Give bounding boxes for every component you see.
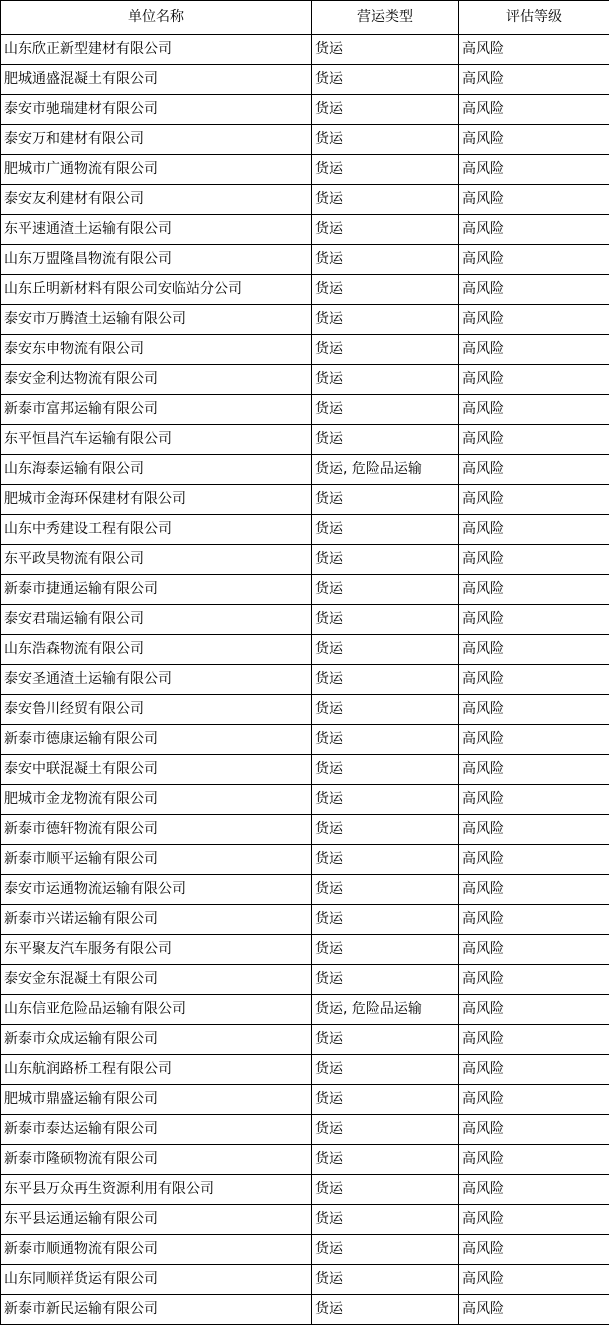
table-row <box>1 1055 609 1085</box>
cell-company-name: 泰安东申物流有限公司 <box>1 335 312 365</box>
cell-operation-type: 货运 <box>312 425 459 455</box>
cell-company-name: 东平恒昌汽车运输有限公司 <box>1 425 312 455</box>
cell-operation-type: 货运 <box>312 1235 459 1265</box>
cell-operation-type: 货运, 危险品运输 <box>312 455 459 485</box>
cell-risk-level: 高风险 <box>459 65 609 95</box>
cell-risk-level: 高风险 <box>459 275 609 305</box>
cell-risk-level: 高风险 <box>459 785 609 815</box>
cell-risk-level: 高风险 <box>459 395 609 425</box>
cell-operation-type: 货运 <box>312 185 459 215</box>
cell-operation-type: 货运 <box>312 1295 459 1325</box>
cell-risk-level: 高风险 <box>459 965 609 995</box>
cell-operation-type: 货运 <box>312 875 459 905</box>
cell-company-name: 肥城市金海环保建材有限公司 <box>1 485 312 515</box>
cell-company-name: 东平速通渣土运输有限公司 <box>1 215 312 245</box>
table-row <box>1 755 609 785</box>
cell-risk-level: 高风险 <box>459 1055 609 1085</box>
cell-operation-type: 货运 <box>312 965 459 995</box>
cell-company-name: 肥城市广通物流有限公司 <box>1 155 312 185</box>
table-row <box>1 1145 609 1175</box>
cell-company-name: 山东万盟隆昌物流有限公司 <box>1 245 312 275</box>
cell-company-name: 泰安君瑞运输有限公司 <box>1 605 312 635</box>
cell-company-name: 东平县运通运输有限公司 <box>1 1205 312 1235</box>
cell-risk-level: 高风险 <box>459 305 609 335</box>
table-row <box>1 605 609 635</box>
cell-risk-level: 高风险 <box>459 155 609 185</box>
cell-operation-type: 货运 <box>312 395 459 425</box>
header-operation-type: 营运类型 <box>312 1 459 35</box>
table-row <box>1 245 609 275</box>
cell-company-name: 泰安友利建材有限公司 <box>1 185 312 215</box>
table-row <box>1 485 609 515</box>
cell-operation-type: 货运 <box>312 845 459 875</box>
table-header-row <box>1 1 609 35</box>
cell-risk-level: 高风险 <box>459 1205 609 1235</box>
cell-company-name: 新泰市新民运输有限公司 <box>1 1295 312 1325</box>
cell-operation-type: 货运 <box>312 515 459 545</box>
cell-operation-type: 货运 <box>312 725 459 755</box>
header-company-name: 单位名称 <box>1 1 312 35</box>
cell-risk-level: 高风险 <box>459 515 609 545</box>
cell-operation-type: 货运 <box>312 95 459 125</box>
cell-risk-level: 高风险 <box>459 815 609 845</box>
cell-operation-type: 货运 <box>312 485 459 515</box>
cell-operation-type: 货运 <box>312 365 459 395</box>
cell-company-name: 肥城市金龙物流有限公司 <box>1 785 312 815</box>
cell-company-name: 东平聚友汽车服务有限公司 <box>1 935 312 965</box>
cell-operation-type: 货运 <box>312 545 459 575</box>
cell-operation-type: 货运 <box>312 785 459 815</box>
cell-operation-type: 货运 <box>312 1085 459 1115</box>
cell-risk-level: 高风险 <box>459 1115 609 1145</box>
table-row <box>1 395 609 425</box>
cell-risk-level: 高风险 <box>459 725 609 755</box>
cell-company-name: 泰安圣通渣土运输有限公司 <box>1 665 312 695</box>
cell-company-name: 山东中秀建设工程有限公司 <box>1 515 312 545</box>
cell-company-name: 泰安市万腾渣土运输有限公司 <box>1 305 312 335</box>
cell-risk-level: 高风险 <box>459 485 609 515</box>
cell-operation-type: 货运 <box>312 575 459 605</box>
cell-risk-level: 高风险 <box>459 575 609 605</box>
table-row <box>1 155 609 185</box>
table-row <box>1 335 609 365</box>
cell-operation-type: 货运 <box>312 155 459 185</box>
cell-risk-level: 高风险 <box>459 1235 609 1265</box>
cell-company-name: 山东欣正新型建材有限公司 <box>1 35 312 65</box>
cell-risk-level: 高风险 <box>459 665 609 695</box>
cell-company-name: 新泰市富邦运输有限公司 <box>1 395 312 425</box>
cell-company-name: 山东海泰运输有限公司 <box>1 455 312 485</box>
table-row <box>1 995 609 1025</box>
cell-company-name: 山东同顺祥货运有限公司 <box>1 1265 312 1295</box>
cell-operation-type: 货运 <box>312 1115 459 1145</box>
cell-company-name: 山东丘明新材料有限公司安临站分公司 <box>1 275 312 305</box>
table-row <box>1 875 609 905</box>
cell-operation-type: 货运 <box>312 935 459 965</box>
cell-company-name: 新泰市顺通物流有限公司 <box>1 1235 312 1265</box>
table-row <box>1 35 609 65</box>
cell-company-name: 肥城通盛混凝土有限公司 <box>1 65 312 95</box>
cell-risk-level: 高风险 <box>459 335 609 365</box>
cell-operation-type: 货运 <box>312 1205 459 1235</box>
cell-company-name: 泰安鲁川经贸有限公司 <box>1 695 312 725</box>
table-row <box>1 1085 609 1115</box>
cell-company-name: 新泰市众成运输有限公司 <box>1 1025 312 1055</box>
table-row <box>1 515 609 545</box>
cell-operation-type: 货运 <box>312 605 459 635</box>
cell-operation-type: 货运 <box>312 1055 459 1085</box>
cell-risk-level: 高风险 <box>459 545 609 575</box>
table-row <box>1 935 609 965</box>
table-row <box>1 785 609 815</box>
cell-risk-level: 高风险 <box>459 1085 609 1115</box>
cell-risk-level: 高风险 <box>459 365 609 395</box>
cell-company-name: 山东浩森物流有限公司 <box>1 635 312 665</box>
cell-operation-type: 货运 <box>312 695 459 725</box>
table-row <box>1 365 609 395</box>
table-row <box>1 695 609 725</box>
cell-company-name: 肥城市鼎盛运输有限公司 <box>1 1085 312 1115</box>
cell-risk-level: 高风险 <box>459 95 609 125</box>
cell-risk-level: 高风险 <box>459 1175 609 1205</box>
cell-operation-type: 货运 <box>312 245 459 275</box>
table-row <box>1 275 609 305</box>
table-row <box>1 1235 609 1265</box>
table-row <box>1 1025 609 1055</box>
table-row <box>1 185 609 215</box>
table-row <box>1 845 609 875</box>
cell-company-name: 泰安中联混凝土有限公司 <box>1 755 312 785</box>
table-row <box>1 545 609 575</box>
table-row <box>1 425 609 455</box>
table-row <box>1 1295 609 1325</box>
cell-operation-type: 货运 <box>312 65 459 95</box>
cell-operation-type: 货运 <box>312 1145 459 1175</box>
cell-operation-type: 货运 <box>312 335 459 365</box>
table-row <box>1 665 609 695</box>
cell-operation-type: 货运 <box>312 1025 459 1055</box>
cell-company-name: 山东信亚危险品运输有限公司 <box>1 995 312 1025</box>
cell-risk-level: 高风险 <box>459 755 609 785</box>
cell-risk-level: 高风险 <box>459 905 609 935</box>
table-row <box>1 215 609 245</box>
cell-risk-level: 高风险 <box>459 1145 609 1175</box>
cell-operation-type: 货运 <box>312 125 459 155</box>
cell-risk-level: 高风险 <box>459 215 609 245</box>
cell-risk-level: 高风险 <box>459 935 609 965</box>
cell-risk-level: 高风险 <box>459 1295 609 1325</box>
cell-risk-level: 高风险 <box>459 605 609 635</box>
cell-risk-level: 高风险 <box>459 425 609 455</box>
table-row <box>1 575 609 605</box>
cell-company-name: 新泰市捷通运输有限公司 <box>1 575 312 605</box>
cell-risk-level: 高风险 <box>459 185 609 215</box>
cell-operation-type: 货运 <box>312 215 459 245</box>
table-body <box>1 35 609 1325</box>
cell-company-name: 新泰市兴诺运输有限公司 <box>1 905 312 935</box>
cell-risk-level: 高风险 <box>459 1025 609 1055</box>
cell-operation-type: 货运 <box>312 1265 459 1295</box>
cell-company-name: 泰安金东混凝土有限公司 <box>1 965 312 995</box>
cell-company-name: 泰安市驰瑞建材有限公司 <box>1 95 312 125</box>
table-row <box>1 1115 609 1145</box>
cell-company-name: 新泰市德康运输有限公司 <box>1 725 312 755</box>
cell-risk-level: 高风险 <box>459 995 609 1025</box>
cell-risk-level: 高风险 <box>459 35 609 65</box>
table-row <box>1 815 609 845</box>
cell-company-name: 新泰市顺平运输有限公司 <box>1 845 312 875</box>
table-row <box>1 455 609 485</box>
table-row <box>1 95 609 125</box>
cell-company-name: 泰安金利达物流有限公司 <box>1 365 312 395</box>
table-row <box>1 725 609 755</box>
header-risk-level: 评估等级 <box>459 1 609 35</box>
table-row <box>1 965 609 995</box>
cell-risk-level: 高风险 <box>459 845 609 875</box>
cell-operation-type: 货运 <box>312 635 459 665</box>
table-row <box>1 1265 609 1295</box>
cell-company-name: 山东航润路桥工程有限公司 <box>1 1055 312 1085</box>
table-row <box>1 905 609 935</box>
cell-company-name: 新泰市隆硕物流有限公司 <box>1 1145 312 1175</box>
table-row <box>1 635 609 665</box>
cell-company-name: 东平县万众再生资源利用有限公司 <box>1 1175 312 1205</box>
cell-company-name: 东平政昊物流有限公司 <box>1 545 312 575</box>
table-row <box>1 125 609 155</box>
cell-company-name: 泰安市运通物流运输有限公司 <box>1 875 312 905</box>
cell-operation-type: 货运 <box>312 35 459 65</box>
cell-risk-level: 高风险 <box>459 875 609 905</box>
cell-risk-level: 高风险 <box>459 455 609 485</box>
cell-operation-type: 货运 <box>312 815 459 845</box>
cell-risk-level: 高风险 <box>459 1265 609 1295</box>
cell-operation-type: 货运 <box>312 305 459 335</box>
cell-operation-type: 货运 <box>312 1175 459 1205</box>
cell-operation-type: 货运 <box>312 665 459 695</box>
cell-risk-level: 高风险 <box>459 125 609 155</box>
table-row <box>1 65 609 95</box>
cell-operation-type: 货运 <box>312 905 459 935</box>
cell-operation-type: 货运 <box>312 755 459 785</box>
table-row <box>1 1205 609 1235</box>
cell-operation-type: 货运 <box>312 275 459 305</box>
cell-risk-level: 高风险 <box>459 695 609 725</box>
cell-company-name: 新泰市泰达运输有限公司 <box>1 1115 312 1145</box>
cell-risk-level: 高风险 <box>459 245 609 275</box>
cell-company-name: 新泰市德轩物流有限公司 <box>1 815 312 845</box>
cell-company-name: 泰安万和建材有限公司 <box>1 125 312 155</box>
cell-operation-type: 货运, 危险品运输 <box>312 995 459 1025</box>
cell-risk-level: 高风险 <box>459 635 609 665</box>
table-row <box>1 1175 609 1205</box>
table-row <box>1 305 609 335</box>
